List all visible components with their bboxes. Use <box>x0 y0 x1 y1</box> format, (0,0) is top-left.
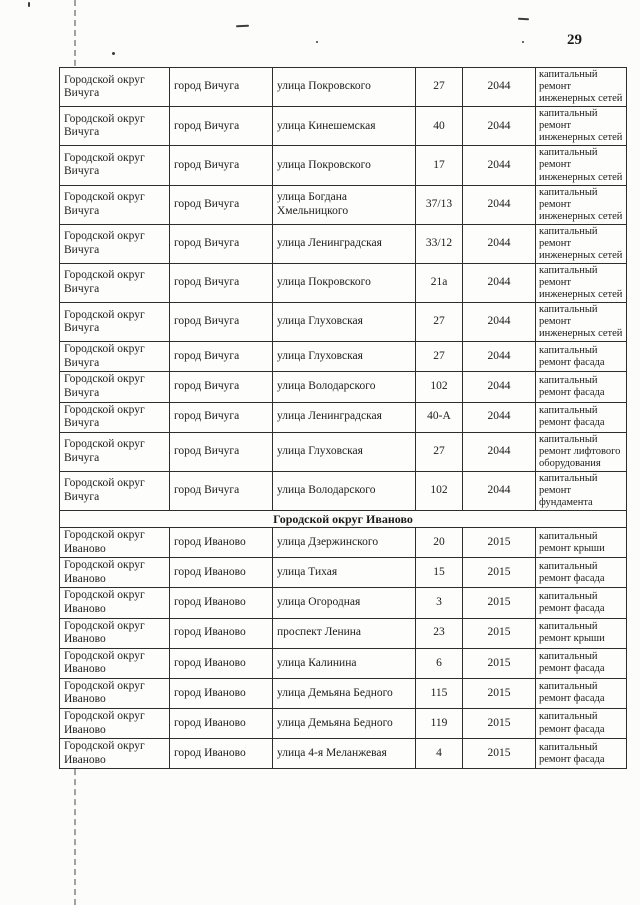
cell-street: улица Кинешемская <box>273 107 416 146</box>
cell-city: город Вичуга <box>170 224 273 263</box>
cell-house: 27 <box>416 303 463 342</box>
scan-artifact <box>518 18 529 21</box>
cell-house: 21а <box>416 263 463 302</box>
cell-municipality: Городской округ Иваново <box>60 708 170 738</box>
cell-work: капитальный ремонт инженерных сетей <box>536 146 627 185</box>
table-row <box>60 588 627 618</box>
cell-city: город Иваново <box>170 739 273 769</box>
cell-year: 2044 <box>463 224 536 263</box>
cell-work: капитальный ремонт фасада <box>536 739 627 769</box>
cell-work: капитальный ремонт фасада <box>536 372 627 402</box>
cell-year: 2044 <box>463 432 536 471</box>
cell-house: 4 <box>416 739 463 769</box>
cell-city: город Вичуга <box>170 146 273 185</box>
cell-city: город Вичуга <box>170 372 273 402</box>
cell-year: 2015 <box>463 678 536 708</box>
cell-municipality: Городской округ Вичуга <box>60 224 170 263</box>
table-row <box>60 372 627 402</box>
cell-house: 17 <box>416 146 463 185</box>
cell-work: капитальный ремонт инженерных сетей <box>536 303 627 342</box>
scan-artifact <box>112 52 115 55</box>
cell-municipality: Городской округ Вичуга <box>60 402 170 432</box>
cell-work: капитальный ремонт инженерных сетей <box>536 263 627 302</box>
cell-municipality: Городской округ Иваново <box>60 528 170 558</box>
cell-year: 2015 <box>463 648 536 678</box>
scan-artifact <box>236 25 249 27</box>
cell-house: 33/12 <box>416 224 463 263</box>
table-row <box>60 263 627 302</box>
cell-street: улица Глуховская <box>273 342 416 372</box>
cell-municipality: Городской округ Вичуга <box>60 303 170 342</box>
cell-work: капитальный ремонт крыши <box>536 528 627 558</box>
cell-year: 2044 <box>463 263 536 302</box>
capital-repair-program-table <box>59 67 627 769</box>
cell-year: 2044 <box>463 471 536 510</box>
cell-house: 40 <box>416 107 463 146</box>
table-row <box>60 68 627 107</box>
cell-municipality: Городской округ Иваново <box>60 618 170 648</box>
table-row <box>60 739 627 769</box>
cell-house: 27 <box>416 68 463 107</box>
cell-year: 2044 <box>463 185 536 224</box>
cell-year: 2015 <box>463 618 536 648</box>
cell-work: капитальный ремонт фасада <box>536 558 627 588</box>
table-row <box>60 648 627 678</box>
cell-municipality: Городской округ Вичуга <box>60 263 170 302</box>
cell-house: 3 <box>416 588 463 618</box>
table-row <box>60 402 627 432</box>
cell-city: город Иваново <box>170 528 273 558</box>
cell-work: капитальный ремонт инженерных сетей <box>536 224 627 263</box>
table-row <box>60 708 627 738</box>
cell-year: 2015 <box>463 739 536 769</box>
scan-artifact <box>28 2 30 7</box>
cell-street: улица Глуховская <box>273 303 416 342</box>
cell-street: улица Калинина <box>273 648 416 678</box>
cell-street: улица Ленинградская <box>273 402 416 432</box>
table-row <box>60 618 627 648</box>
cell-work: капитальный ремонт инженерных сетей <box>536 107 627 146</box>
cell-city: город Вичуга <box>170 107 273 146</box>
table-row <box>60 342 627 372</box>
cell-street: улица Богдана Хмельницкого <box>273 185 416 224</box>
cell-street: улица Володарского <box>273 372 416 402</box>
cell-house: 20 <box>416 528 463 558</box>
cell-city: город Иваново <box>170 678 273 708</box>
scan-artifact <box>522 41 524 43</box>
cell-street: улица Огородная <box>273 588 416 618</box>
cell-city: город Вичуга <box>170 185 273 224</box>
cell-municipality: Городской округ Вичуга <box>60 68 170 107</box>
table-row <box>60 107 627 146</box>
table-row <box>60 432 627 471</box>
cell-street: улица Покровского <box>273 68 416 107</box>
cell-municipality: Городской округ Иваново <box>60 558 170 588</box>
cell-municipality: Городской округ Иваново <box>60 739 170 769</box>
cell-municipality: Городской округ Вичуга <box>60 342 170 372</box>
cell-year: 2044 <box>463 303 536 342</box>
cell-street: улица Демьяна Бедного <box>273 708 416 738</box>
cell-city: город Вичуга <box>170 402 273 432</box>
cell-work: капитальный ремонт инженерных сетей <box>536 185 627 224</box>
table-row <box>60 303 627 342</box>
cell-year: 2044 <box>463 68 536 107</box>
cell-year: 2044 <box>463 107 536 146</box>
cell-municipality: Городской округ Вичуга <box>60 372 170 402</box>
cell-street: улица 4-я Меланжевая <box>273 739 416 769</box>
cell-house: 27 <box>416 432 463 471</box>
cell-city: город Иваново <box>170 618 273 648</box>
table-row <box>60 528 627 558</box>
cell-house: 27 <box>416 342 463 372</box>
cell-year: 2015 <box>463 588 536 618</box>
table-row <box>60 678 627 708</box>
cell-work: капитальный ремонт фасада <box>536 648 627 678</box>
cell-house: 102 <box>416 372 463 402</box>
cell-house: 15 <box>416 558 463 588</box>
cell-municipality: Городской округ Вичуга <box>60 107 170 146</box>
cell-year: 2044 <box>463 402 536 432</box>
table-row <box>60 146 627 185</box>
cell-house: 115 <box>416 678 463 708</box>
cell-year: 2015 <box>463 558 536 588</box>
cell-municipality: Городской округ Вичуга <box>60 146 170 185</box>
cell-city: город Вичуга <box>170 263 273 302</box>
cell-house: 37/13 <box>416 185 463 224</box>
section-header: Городской округ Иваново <box>60 511 627 528</box>
cell-municipality: Городской округ Иваново <box>60 588 170 618</box>
cell-city: город Вичуга <box>170 68 273 107</box>
cell-city: город Иваново <box>170 708 273 738</box>
cell-city: город Иваново <box>170 558 273 588</box>
cell-house: 119 <box>416 708 463 738</box>
cell-city: город Иваново <box>170 588 273 618</box>
cell-year: 2044 <box>463 372 536 402</box>
cell-street: проспект Ленина <box>273 618 416 648</box>
cell-municipality: Городской округ Вичуга <box>60 471 170 510</box>
cell-work: капитальный ремонт фасада <box>536 708 627 738</box>
cell-municipality: Городской округ Вичуга <box>60 432 170 471</box>
cell-street: улица Тихая <box>273 558 416 588</box>
scan-artifact <box>316 41 318 43</box>
page-number: 29 <box>567 32 582 48</box>
cell-city: город Иваново <box>170 648 273 678</box>
cell-municipality: Городской округ Иваново <box>60 648 170 678</box>
cell-street: улица Покровского <box>273 146 416 185</box>
cell-city: город Вичуга <box>170 303 273 342</box>
cell-street: улица Ленинградская <box>273 224 416 263</box>
table-row <box>60 224 627 263</box>
cell-street: улица Дзержинского <box>273 528 416 558</box>
cell-work: капитальный ремонт фасада <box>536 588 627 618</box>
cell-work: капитальный ремонт инженерных сетей <box>536 68 627 107</box>
cell-work: капитальный ремонт фасада <box>536 402 627 432</box>
cell-work: капитальный ремонт лифтового оборудования <box>536 432 627 471</box>
table-row <box>60 471 627 510</box>
cell-year: 2015 <box>463 528 536 558</box>
cell-city: город Вичуга <box>170 342 273 372</box>
cell-year: 2044 <box>463 342 536 372</box>
cell-street: улица Глуховская <box>273 432 416 471</box>
cell-work: капитальный ремонт крыши <box>536 618 627 648</box>
cell-street: улица Покровского <box>273 263 416 302</box>
cell-house: 23 <box>416 618 463 648</box>
cell-house: 102 <box>416 471 463 510</box>
section-header-row <box>60 511 627 528</box>
cell-municipality: Городской округ Иваново <box>60 678 170 708</box>
cell-house: 40-А <box>416 402 463 432</box>
cell-municipality: Городской округ Вичуга <box>60 185 170 224</box>
cell-work: капитальный ремонт фундамента <box>536 471 627 510</box>
table-row <box>60 185 627 224</box>
cell-year: 2044 <box>463 146 536 185</box>
table-row <box>60 558 627 588</box>
cell-work: капитальный ремонт фасада <box>536 342 627 372</box>
cell-city: город Вичуга <box>170 471 273 510</box>
cell-street: улица Демьяна Бедного <box>273 678 416 708</box>
cell-city: город Вичуга <box>170 432 273 471</box>
cell-street: улица Володарского <box>273 471 416 510</box>
cell-work: капитальный ремонт фасада <box>536 678 627 708</box>
cell-house: 6 <box>416 648 463 678</box>
cell-year: 2015 <box>463 708 536 738</box>
